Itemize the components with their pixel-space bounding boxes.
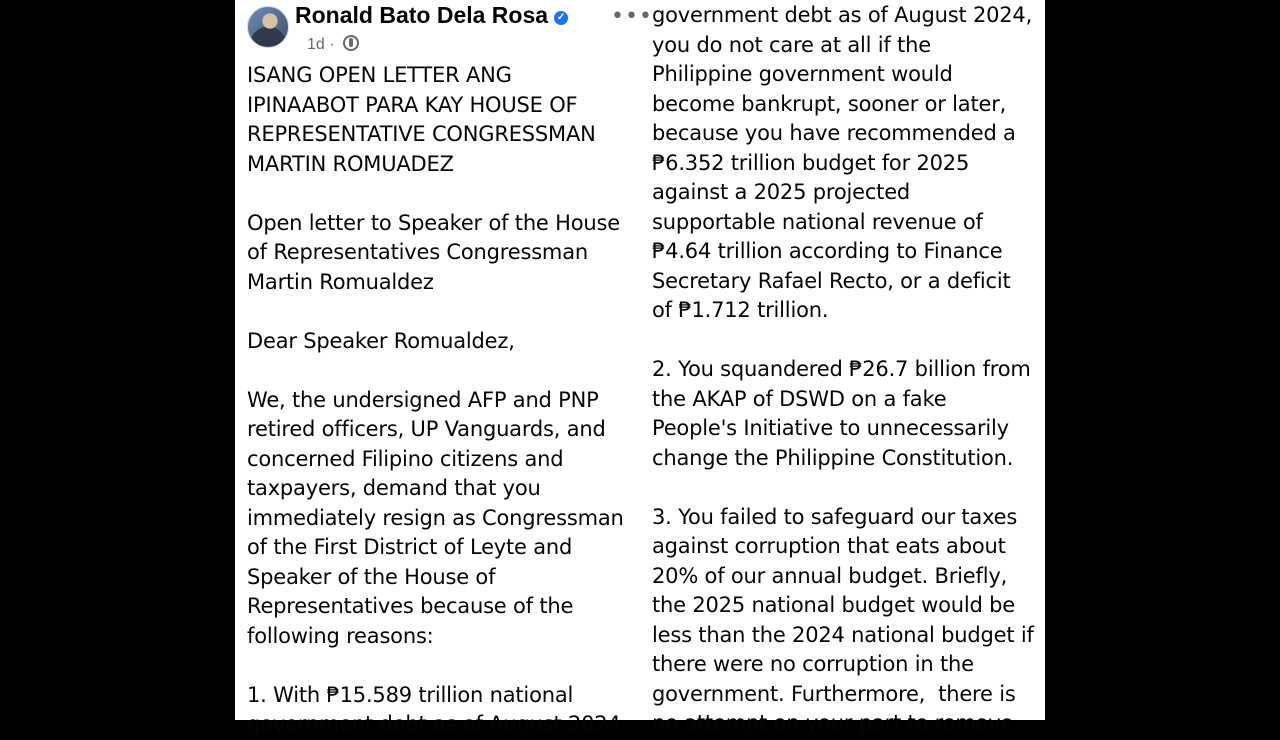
- post-body-right: government debt as of August 2024, you do not care at all if the Philippine government would become bankrupt, sooner or later, because you have recommended a ₱6.352 trillion budget for 2025 against a 2025 projected supportable national revenue of ₱4.64 trillion according to Finance Secretary Rafael Recto, or a deficit of ₱1.712 trillion. 2. You squandered ₱26.7 billion from the AKAP of DSWD on a fake People's Initiative to unnecessarily change the Philippine Constitution. 3. You failed to safeguard our taxes against corruption that eats about 20% of our annual budget. Briefly, the 2025 national budget would be less than the 2024 national budget if there were no corruption in the government. Furthermore, there is no attempt on your part to remove: [652, 3, 1034, 735]
- post-screenshot-frame: [235, 0, 1045, 736]
- post-header: [247, 2, 653, 53]
- author-name-text[interactable]: Ronald Bato Dela Rosa: [295, 2, 549, 28]
- post-timestamp[interactable]: 1d: [307, 36, 325, 53]
- globe-icon: [343, 35, 359, 51]
- avatar[interactable]: [247, 6, 289, 48]
- meta-separator: ·: [329, 36, 335, 53]
- author-name[interactable]: [295, 2, 568, 29]
- post-meta: [307, 35, 359, 54]
- post-right-column: [637, 0, 1045, 735]
- post-body-left: ISANG OPEN LETTER ANG IPINAABOT PARA KAY HOUSE OF REPRESENTATIVE CONGRESSMAN MARTIN ROMUADEZ Open letter to Speaker of the House of Representatives Congressman Martin Romualdez Dear Speaker Romualdez, We, the undersigned AFP and PNP retired officers, UP Vanguards, and concerned Filipino citizens and taxpayers, demand that you immediately resign as Congressman of the First District of Leyte and Speaker of the House of Representatives because of the following reasons: 1. With ₱15.589 trillion national government debt as of August 2024: [247, 63, 624, 736]
- more-options-button[interactable]: •••: [611, 4, 653, 29]
- post-left-column: [235, 0, 653, 736]
- verified-badge-icon: ✓: [554, 11, 568, 25]
